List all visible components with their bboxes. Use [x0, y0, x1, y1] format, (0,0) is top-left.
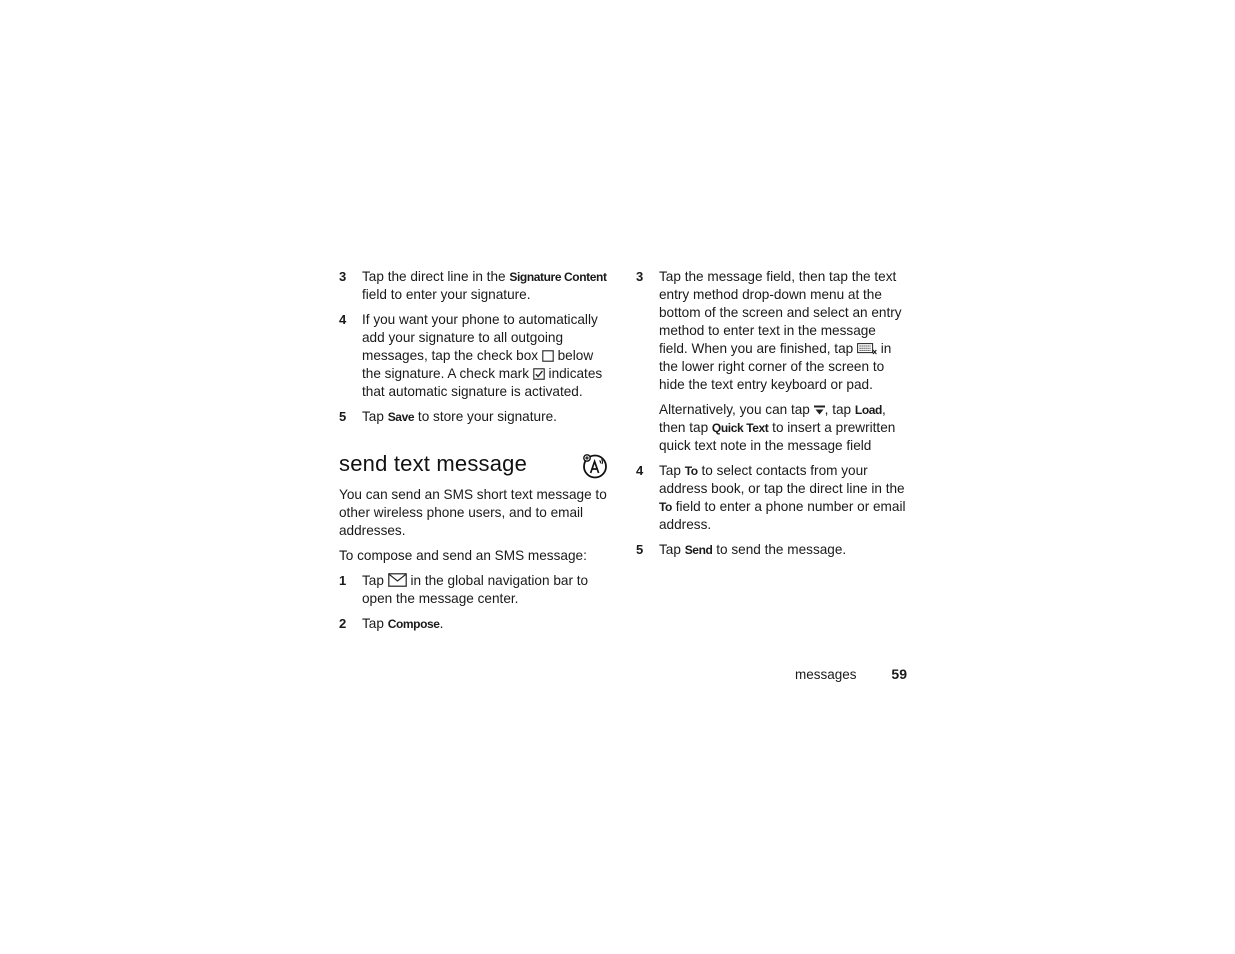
checkbox-icon — [542, 350, 554, 362]
step-left-4 — [339, 311, 611, 401]
compose-intro: To compose and send an SMS message: — [339, 548, 587, 563]
step-number: 5 — [636, 542, 644, 557]
step-left-5 — [339, 408, 611, 426]
page-footer — [795, 666, 907, 682]
step-number: 4 — [636, 463, 644, 478]
intro-paragraph: You can send an SMS short text message to other wireless phone users, and to email addresses. — [339, 487, 607, 538]
menu-icon — [814, 405, 825, 416]
step-number: 4 — [339, 312, 347, 327]
cmd-signature-content: Signature Content — [509, 270, 607, 284]
step-number: 5 — [339, 409, 347, 424]
feature-text-icon — [582, 453, 608, 479]
cmd-send: Send — [684, 543, 713, 557]
section-heading: send text message — [339, 451, 528, 476]
cmd-load: Load — [854, 403, 882, 417]
checkmark-icon — [533, 368, 545, 380]
step-text: Tap Send to send the message. — [659, 542, 847, 557]
step-text: Tap the message field, then tap the text entry method drop-down menu at the bottom of the screen and select an entry method to enter text in the message field. When you are finished, tap in the lower right corner of the screen to hide the text entry keyboard or pad. — [659, 269, 902, 392]
footer-section-name: messages — [795, 667, 857, 682]
keyboard-hide-icon — [857, 343, 877, 355]
step-text: Tap Compose. — [362, 616, 444, 631]
right-column — [636, 268, 908, 566]
cmd-to: To — [684, 464, 698, 478]
envelope-icon — [388, 573, 407, 587]
step-text: If you want your phone to automatically add your signature to all outgoing messages, tap the check box below the signature. A check mark indicates that automatic signature is activated. — [362, 312, 603, 399]
cmd-compose: Compose — [387, 617, 440, 631]
step-text: Tap To to select contacts from your address book, or tap the direct line in the To field to enter a phone number or email address. — [659, 463, 906, 532]
step-number: 3 — [636, 269, 644, 284]
step-right-3 — [636, 268, 908, 394]
step-left-b2 — [339, 615, 611, 633]
step-text: Tap the direct line in the Signature Content field to enter your signature. — [362, 269, 607, 302]
left-column — [339, 268, 611, 640]
cmd-to-field: To — [659, 500, 672, 514]
step-right-5 — [636, 541, 908, 559]
page-number: 59 — [891, 666, 907, 682]
step-text: Tap in the global navigation bar to open the message center. — [362, 573, 589, 606]
cmd-save: Save — [387, 410, 415, 424]
step-right-4 — [636, 462, 908, 534]
step-number: 3 — [339, 269, 347, 284]
step-number: 1 — [339, 573, 347, 588]
cmd-quick-text: Quick Text — [711, 421, 769, 435]
section-heading-row — [339, 450, 611, 486]
step-left-b1 — [339, 572, 611, 608]
step-left-3 — [339, 268, 611, 304]
alternative-paragraph: Alternatively, you can tap , tap Load, then tap Quick Text to insert a prewritten quick text note in the message field — [659, 402, 896, 453]
step-text: Tap Save to store your signature. — [362, 409, 557, 424]
step-number: 2 — [339, 616, 347, 631]
